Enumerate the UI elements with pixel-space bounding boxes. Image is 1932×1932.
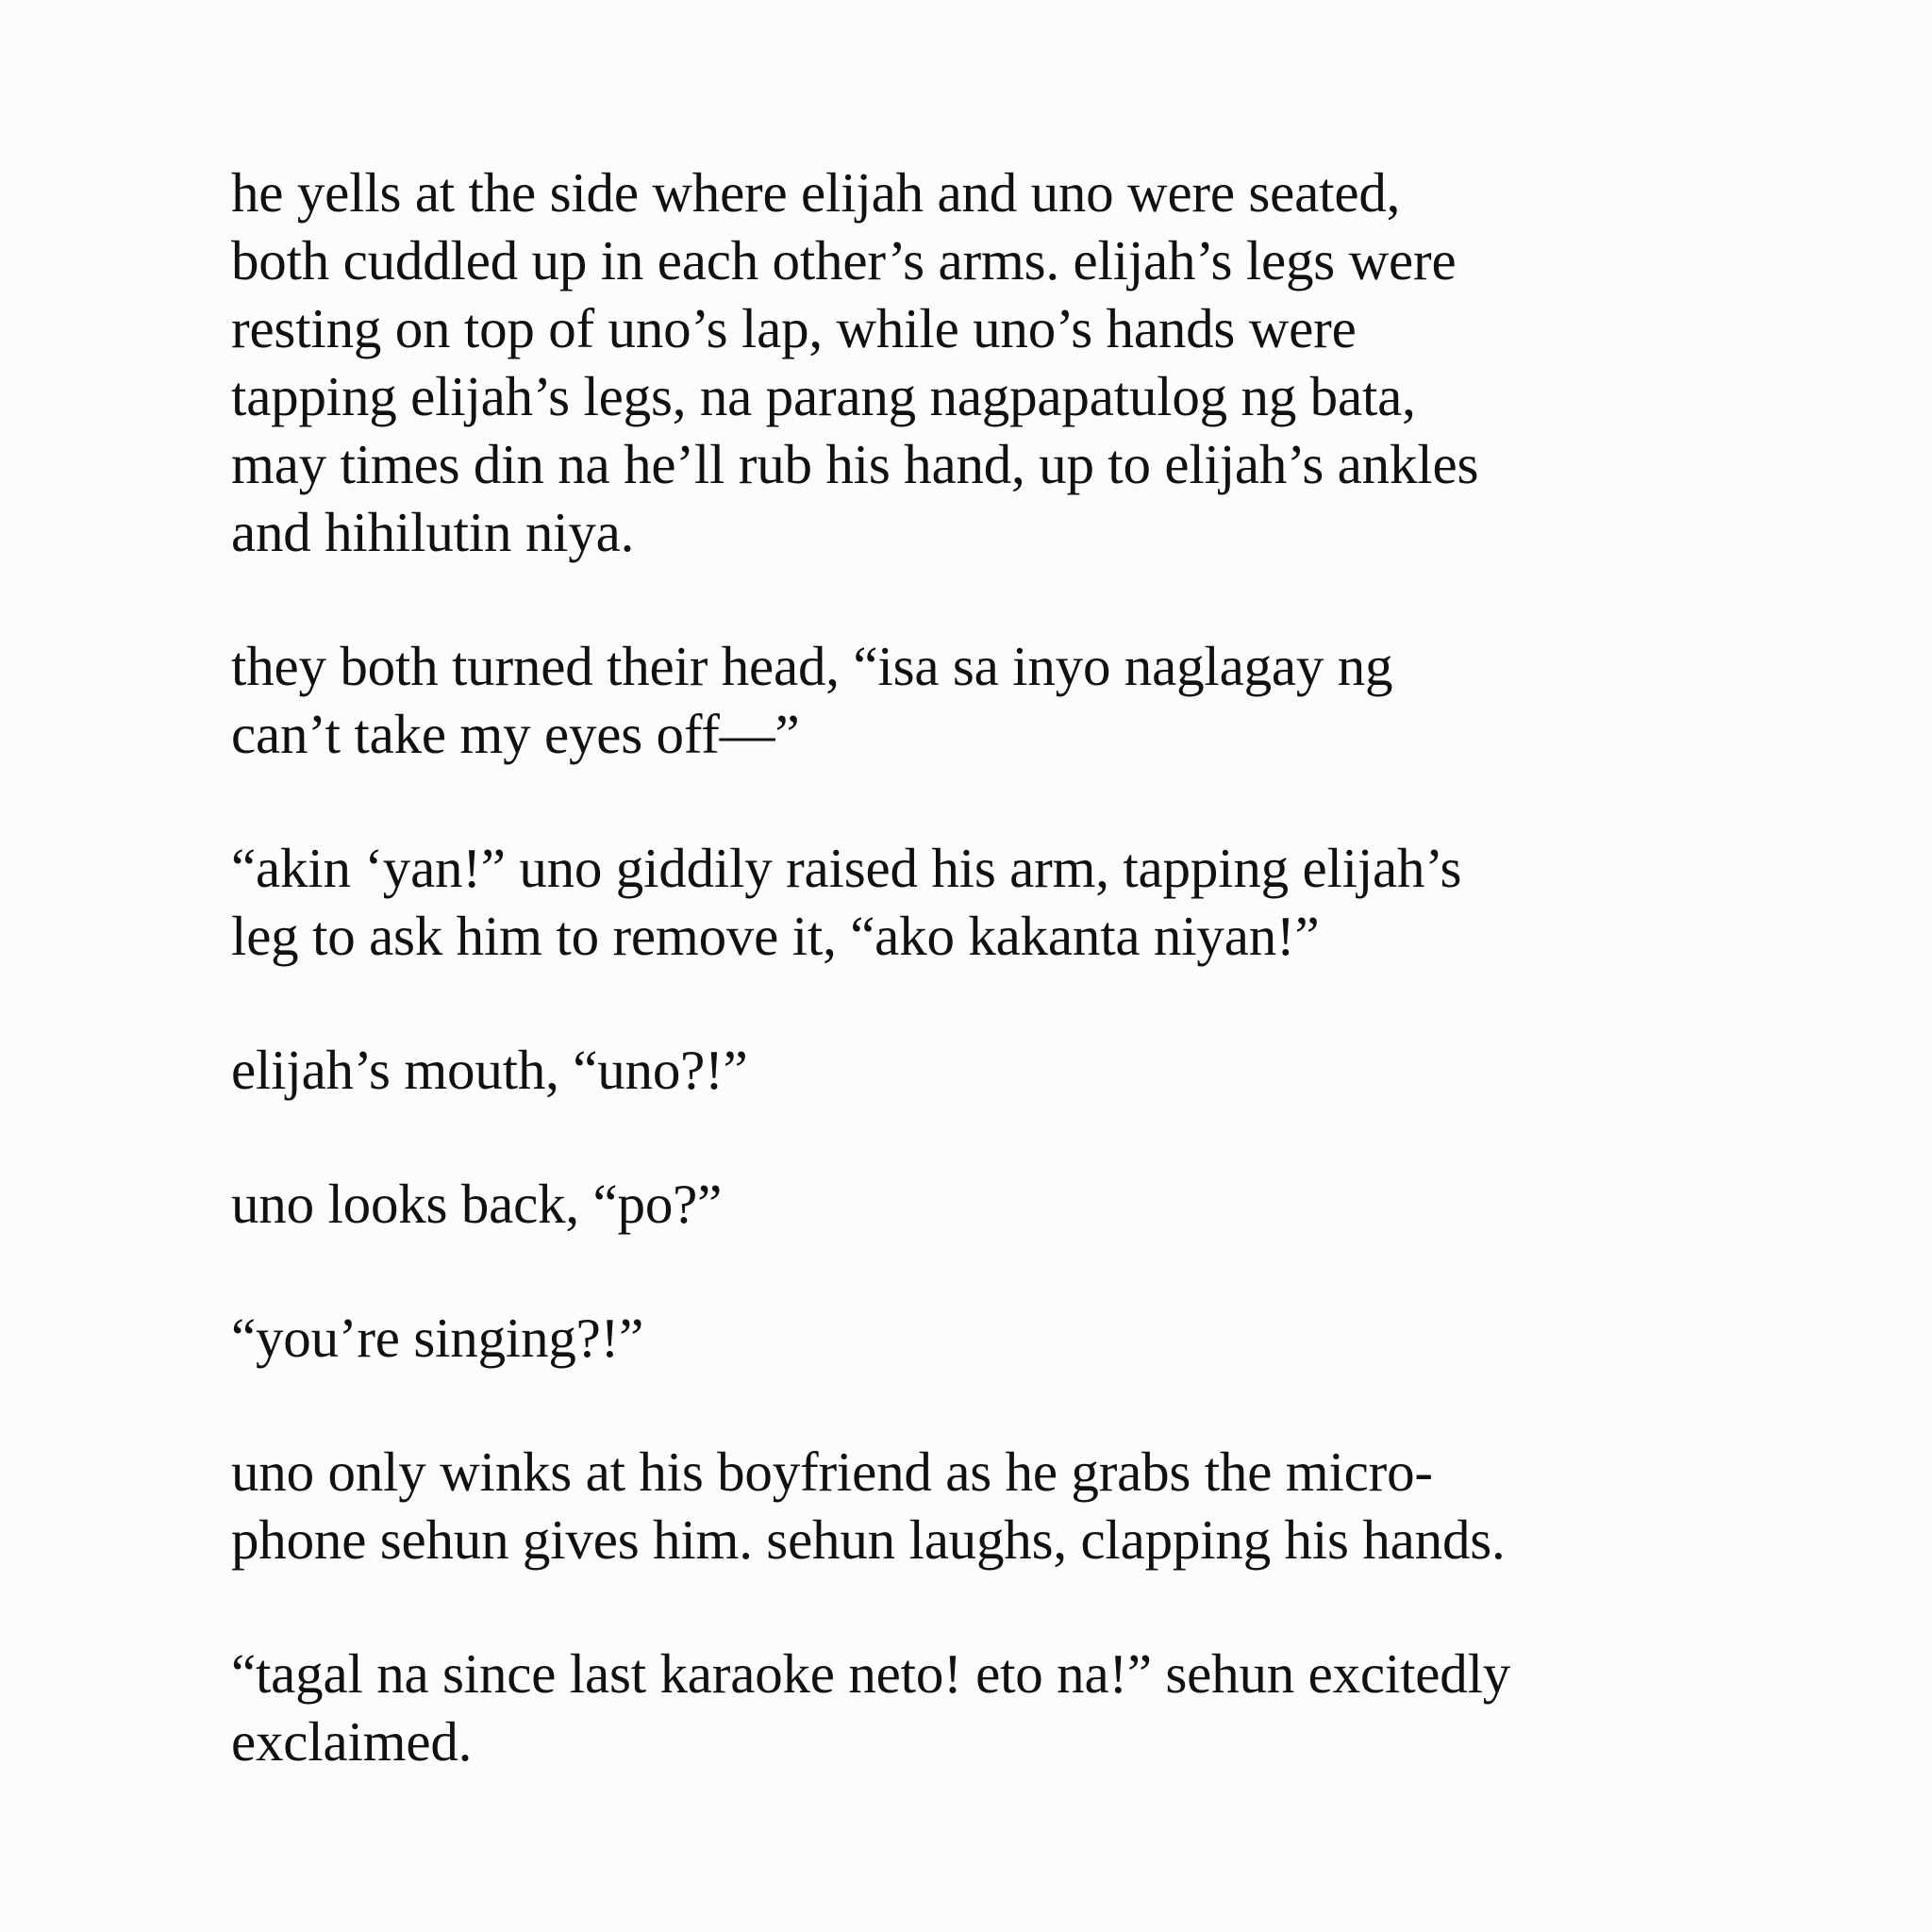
paragraph-1 [231, 158, 1790, 566]
paragraph-8 [231, 1640, 1790, 1775]
paragraph-line: they both turned their head, “isa sa inyo naglagay ng [231, 635, 1393, 697]
paragraph-7 [231, 1438, 1790, 1574]
paragraph-4 [231, 1036, 1790, 1104]
paragraph-line: uno looks back, “po?” [231, 1173, 723, 1235]
paragraph-line: resting on top of uno’s lap, while uno’s hands were [231, 297, 1357, 359]
paragraph-2 [231, 632, 1790, 768]
paragraph-line: “tagal na since last karaoke neto! eto na!” sehun excitedly [231, 1642, 1511, 1705]
paragraph-line: leg to ask him to remove it, “ako kakanta niyan!” [231, 905, 1320, 967]
paragraph-line: can’t take my eyes off—” [231, 703, 800, 765]
paragraph-line: “akin ‘yan!” uno giddily raised his arm, tapping elijah’s [231, 837, 1462, 899]
paragraph-line: uno only winks at his boyfriend as he grabs the micro- [231, 1441, 1433, 1503]
paragraph-line: may times din na he’ll rub his hand, up to elijah’s ankles [231, 433, 1479, 495]
paragraph-5 [231, 1170, 1790, 1238]
paragraph-line: and hihilutin niya. [231, 501, 635, 563]
paragraph-line: tapping elijah’s legs, na parang nagpapatulog ng bata, [231, 365, 1416, 427]
paragraph-line: phone sehun gives him. sehun laughs, clapping his hands. [231, 1508, 1506, 1571]
paragraph-line: exclaimed. [231, 1710, 473, 1773]
paragraph-line: “you’re singing?!” [231, 1307, 644, 1369]
paragraph-3 [231, 834, 1790, 970]
paragraph-line: elijah’s mouth, “uno?!” [231, 1039, 748, 1101]
paragraph-6 [231, 1304, 1790, 1372]
paragraph-line: he yells at the side where elijah and uno were seated, [231, 161, 1401, 224]
paragraph-line: both cuddled up in each other’s arms. elijah’s legs were [231, 229, 1457, 291]
